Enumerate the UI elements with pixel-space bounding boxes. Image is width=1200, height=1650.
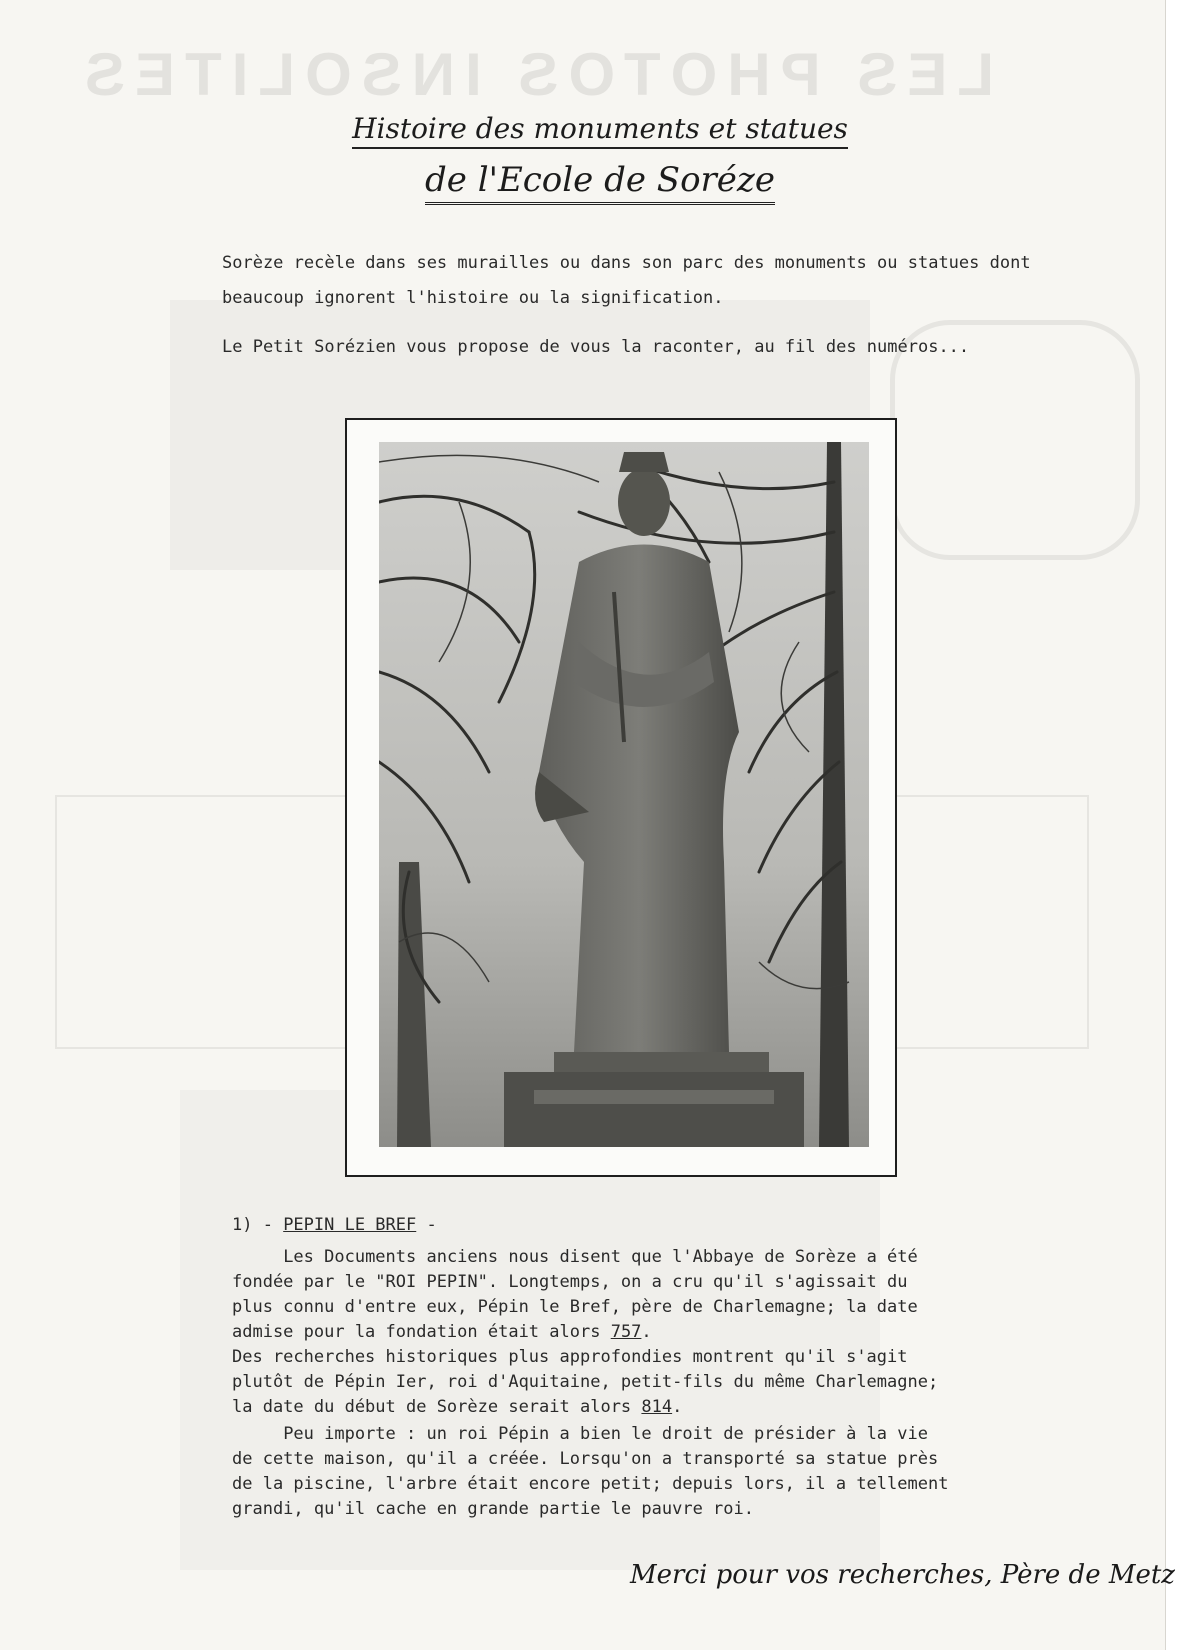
handwritten-signature: Merci pour vos recherches, Père de Metz — [630, 1560, 1176, 1590]
year-757: 757 — [610, 1322, 642, 1342]
show-through-banner: LES PHOTOS INSOLITES — [75, 41, 995, 108]
page-title-line-2: de l'Ecole de Soréze — [0, 160, 1200, 200]
statue-photo — [379, 442, 869, 1147]
section-number: 1) - — [232, 1215, 284, 1235]
section-heading — [232, 1215, 437, 1235]
section-suffix: - — [416, 1215, 437, 1235]
body-paragraph: Les Documents anciens nous disent que l'Abbaye de Sorèze a été fondée par le "ROI PEPIN". Longtemps, on a cru qu'il s'agissait du plus connu d'entre eux, Pépin le Bref, père de Charlemagne; la date admise pour la fondation était alors 757. Des recherches historiques plus approfondies montrent qu'il s'agit plutôt de Pépin Ier, roi d'Aquitaine, petit-fils du même Charlemagne; la date du début de Sorèze serait alors 814. — [232, 1247, 939, 1417]
intro-paragraph: Sorèze recèle dans ses murailles ou dans son parc des monuments ou statues dont beaucoup ignorent l'histoire ou la signification. — [222, 253, 1031, 308]
year-814: 814 — [641, 1397, 673, 1417]
photo-frame — [345, 418, 897, 1177]
page-edge — [1165, 0, 1200, 1650]
page-title-line-1: Histoire des monuments et statues — [0, 112, 1200, 145]
intro-paragraph: Le Petit Sorézien vous propose de vous la raconter, au fil des numéros... — [222, 337, 970, 357]
body-paragraph: Peu importe : un roi Pépin a bien le droit de présider à la vie de cette maison, qu'il a créée. Lorsqu'on a transporté sa statue près de la piscine, l'arbre était encore petit; depuis lors, il a tellement grandi, qu'il cache en grande partie le pauvre roi. — [232, 1424, 949, 1519]
section-title: PEPIN LE BREF — [283, 1215, 417, 1235]
